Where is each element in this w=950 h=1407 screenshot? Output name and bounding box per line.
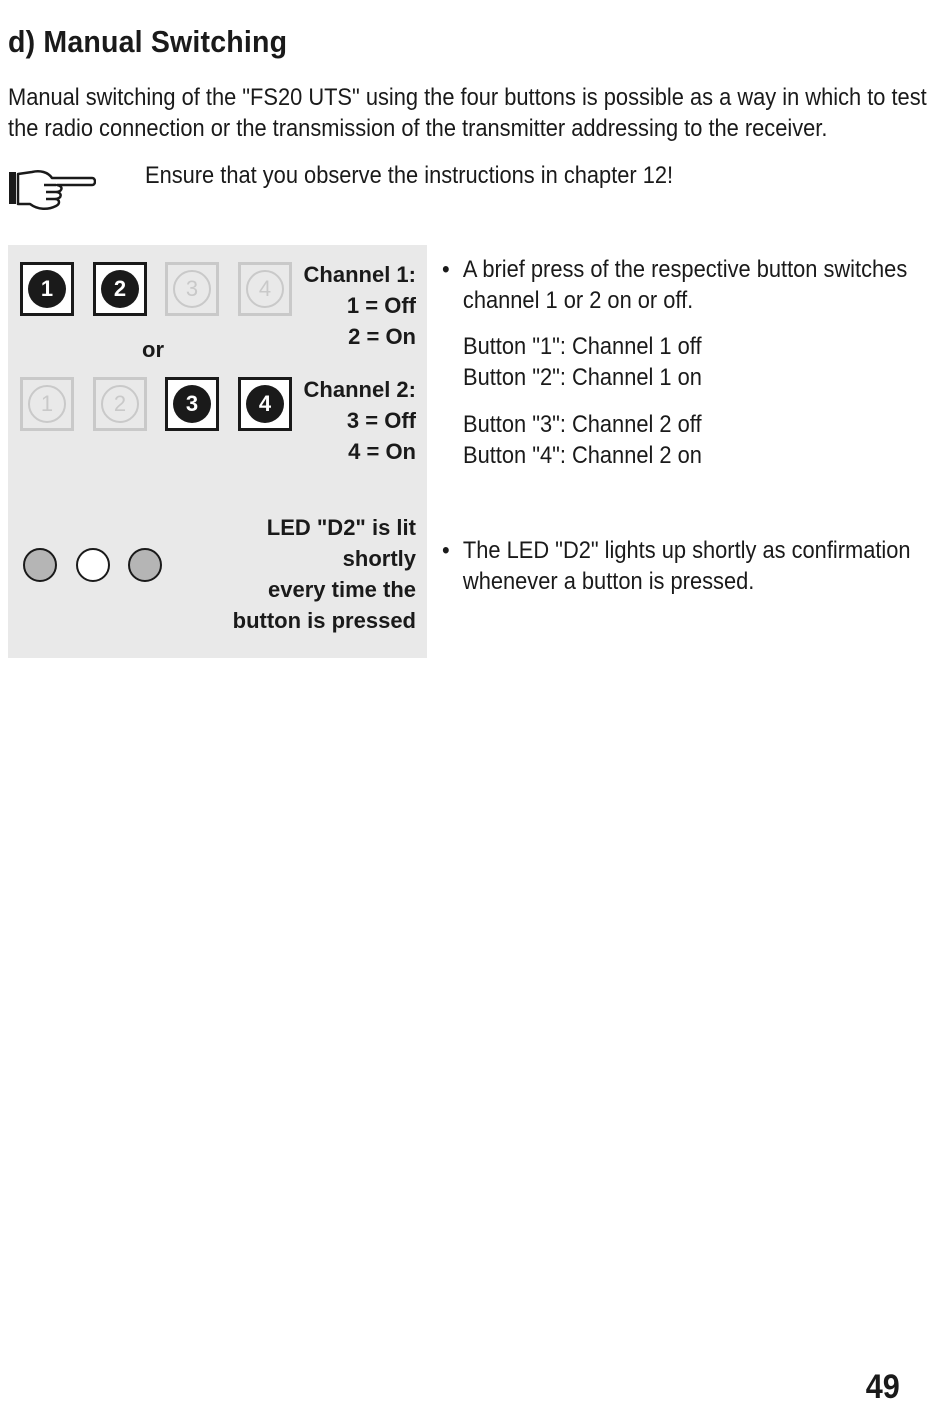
button-label: 2 (101, 385, 139, 423)
bullet-1-line-2: channel 1 or 2 on or off. (462, 287, 694, 314)
channel-2-button-list (463, 409, 702, 471)
button-label: 4 (246, 270, 284, 308)
led-label-line: button is pressed (232, 608, 416, 633)
bullet-dot: • (442, 256, 450, 283)
section-heading: d) Manual Switching (8, 24, 288, 59)
button-2-active (93, 262, 147, 316)
button-label: 3 (173, 385, 211, 423)
pointing-hand-icon (8, 164, 96, 212)
button-list-item: Button "1": Channel 1 off (463, 333, 702, 360)
button-label: 3 (173, 270, 211, 308)
channel-2-on: 4 = On (348, 439, 416, 464)
button-label: 4 (246, 385, 284, 423)
channel-1-off: 1 = Off (346, 293, 416, 318)
bullet-1-line-1: A brief press of the respective button switches (462, 256, 908, 283)
button-1-inactive (20, 377, 74, 431)
button-list-item: Button "2": Channel 1 on (463, 364, 702, 391)
bullet-dot: • (442, 537, 450, 564)
button-list-item: Button "4": Channel 2 on (463, 442, 702, 469)
channel-2-label (304, 374, 416, 467)
bullet-item-2 (442, 535, 911, 597)
button-3-active (165, 377, 219, 431)
led-right (128, 548, 162, 582)
channel-1-label (304, 259, 416, 352)
intro-line-2: the radio connection or the transmission of the transmitter addressing to the receiver. (8, 115, 828, 142)
led-label-line: every time the (268, 577, 416, 602)
led-d2 (76, 548, 110, 582)
button-label: 1 (28, 385, 66, 423)
bullet-2-line-2: whenever a button is pressed. (462, 568, 755, 595)
note-text: Ensure that you observe the instructions in chapter 12! (145, 162, 674, 189)
button-diagram-panel (8, 245, 427, 658)
page-number: 49 (865, 1368, 900, 1406)
intro-paragraph (8, 82, 927, 144)
button-4-inactive (238, 262, 292, 316)
channel-2-title: Channel 2: (303, 377, 416, 402)
button-3-inactive (165, 262, 219, 316)
or-label: or (142, 337, 164, 362)
button-list-item: Button "3": Channel 2 off (463, 411, 702, 438)
bullet-2-line-1: The LED "D2" lights up shortly as confirmation (462, 537, 911, 564)
button-4-active (238, 377, 292, 431)
led-label-line: LED "D2" is lit (266, 515, 416, 540)
button-label: 2 (101, 270, 139, 308)
intro-line-1: Manual switching of the "FS20 UTS" using the four buttons is possible as a way in which to test (8, 84, 927, 111)
led-left (23, 548, 57, 582)
channel-1-on: 2 = On (348, 324, 416, 349)
button-label: 1 (28, 270, 66, 308)
channel-1-title: Channel 1: (303, 262, 416, 287)
button-2-inactive (93, 377, 147, 431)
led-label-line: shortly (342, 546, 416, 571)
led-label (233, 512, 416, 636)
channel-2-off: 3 = Off (346, 408, 416, 433)
button-1-active (20, 262, 74, 316)
bullet-item-1 (442, 254, 907, 316)
channel-1-button-list (463, 331, 702, 393)
